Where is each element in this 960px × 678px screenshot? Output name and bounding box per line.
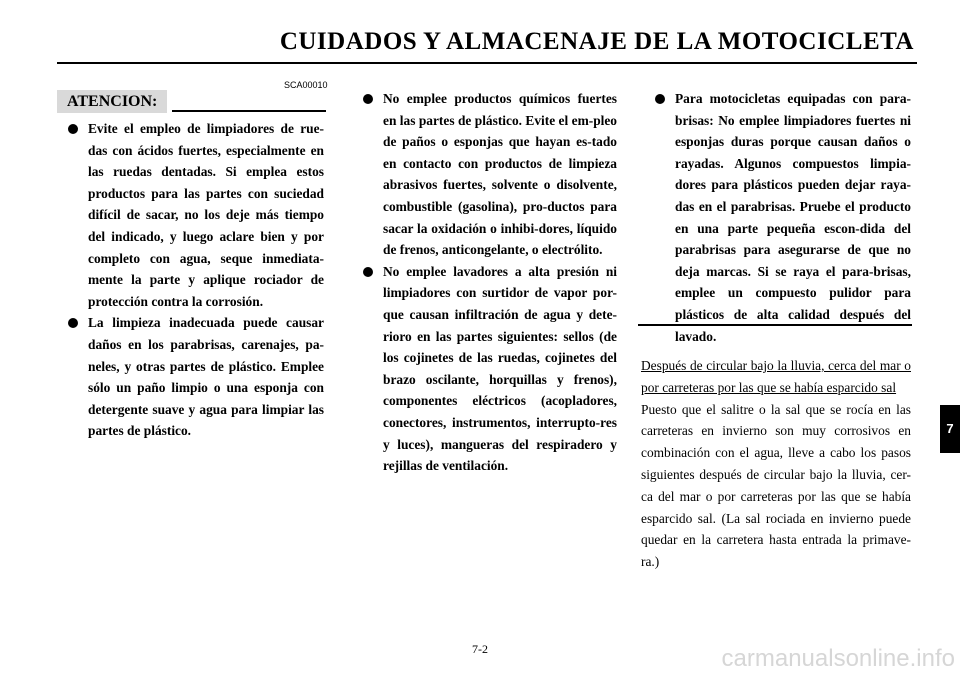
column-3 (655, 88, 911, 347)
caution-label: ATENCION: (57, 90, 167, 113)
caution-divider (172, 110, 326, 112)
bullet-text: La limpieza inadecuada puede causar daños en los parabrisas, carenajes, pa-neles, y otras partes de plástico. Emplee sólo un paño limpio o una esponja con detergente suave y agua para limpiar las partes de plástico. (88, 315, 324, 439)
bullet-item (363, 261, 617, 477)
caution-code: SCA00010 (284, 80, 328, 90)
bullet-item (68, 118, 324, 312)
bullet-icon (363, 94, 373, 104)
caution-end-divider (638, 324, 912, 326)
section-paragraph: Puesto que el salitre o la sal que se rocía en las carreteras en invierno son muy corrosivos en combinación con el agua, lleve a cabo los pasos siguientes después de circular bajo la lluvia, cer-ca del mar o por carreteras por las que se había esparcido sal. (La sal rociada en invierno puede quedar en la carretera hasta entrada la primave-ra.) (641, 401, 911, 570)
title-divider (57, 62, 917, 64)
section-heading: Después de circular bajo la lluvia, cerca del mar o por carreteras por las que se había esparcido sal (641, 358, 911, 395)
bullet-item (363, 88, 617, 261)
bullet-icon (363, 267, 373, 277)
bullet-text: Evite el empleo de limpiadores de rue-das con ácidos fuertes, especialmente en las ruedas dentadas. Si emplea estos productos para las partes con suciedad difícil de sacar, no los deje más tiempo del indicado, y luego aclare bien y por completo con agua, seque inmediata-mente la parte y aplique rociador de protección contra la corrosión. (88, 121, 324, 309)
chapter-tab: 7 (940, 405, 960, 453)
watermark: carmanualsonline.info (721, 645, 955, 672)
column-2 (363, 88, 617, 477)
bullet-text: No emplee productos químicos fuertes en las partes de plástico. Evite el em-pleo de paños o esponjas que hayan es-tado en contacto con productos de limpieza abrasivos fuertes, solvente o disolvente, combustible (gasolina), pro-ductos para sacar la oxidación o inhibi-dores, líquido de frenos, anticongelante, o electrólito. (383, 91, 617, 258)
bullet-icon (68, 318, 78, 328)
bullet-item (655, 88, 911, 347)
column-1 (68, 118, 324, 442)
bullet-icon (655, 94, 665, 104)
bullet-icon (68, 124, 78, 134)
bullet-item (68, 312, 324, 442)
section-body (641, 355, 911, 573)
page-number: 7-2 (472, 642, 488, 656)
page-title: CUIDADOS Y ALMACENAJE DE LA MOTOCICLETA (279, 28, 914, 55)
bullet-text: Para motocicletas equipadas con para-brisas: No emplee limpiadores fuertes ni esponjas duras porque causan daños o rayadas. Algunos compuestos limpia-dores para plásticos pueden dejar raya-das en el parabrisas. Pruebe el producto en una parte pequeña escon-dida del parabrisas para asegurarse de que no deja marcas. Si se raya el para-brisas, emplee un compuesto pulidor para plásticos de alta calidad después del lavado. (675, 91, 911, 344)
bullet-text: No emplee lavadores a alta presión ni limpiadores con surtidor de vapor por-que causan infiltración de agua y dete-rioro en las partes siguientes: sellos (de los cojinetes de las ruedas, cojinetes del brazo oscilante, horquillas y frenos), componentes eléctricos (acopladores, conectores, instrumentos, interrupto-res y luces), mangueras del respiradero y rejillas de ventilación. (383, 263, 617, 474)
